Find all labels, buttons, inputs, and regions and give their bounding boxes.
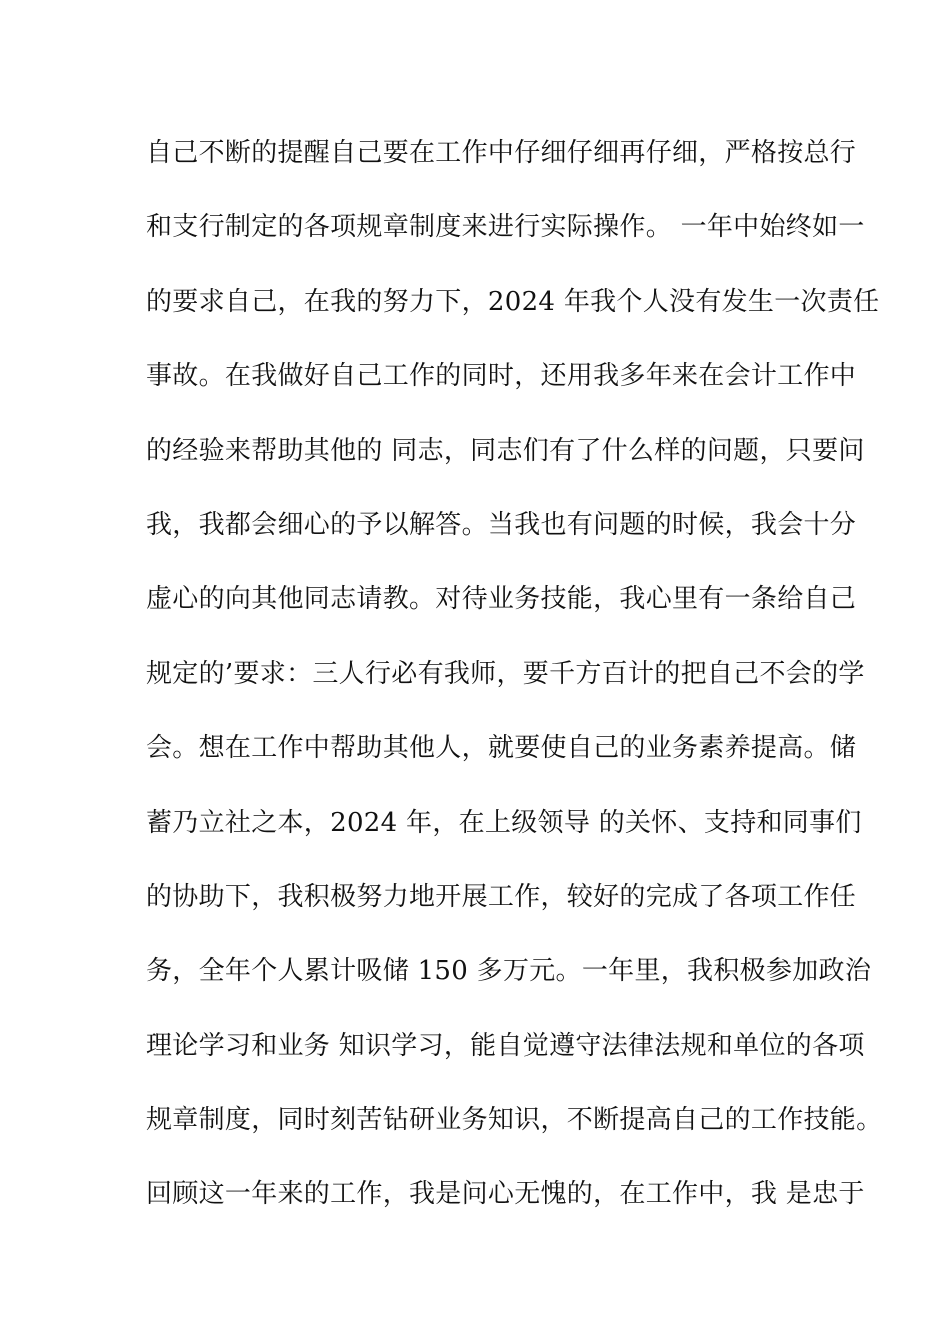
text-line: 务，全年个人累计吸储 150 多万元。一年里，我积极参加政治	[146, 956, 872, 987]
text-line: 理论学习和业务 知识学习，能自觉遵守法律法规和单位的各项	[146, 1030, 865, 1061]
text-line: 的协助下，我积极努力地开展工作，较好的完成了各项工作任	[146, 881, 857, 912]
text-line: 规定的’要求：三人行必有我师，要千方百计的把自己不会的学	[146, 658, 865, 689]
text-line: 的经验来帮助其他的 同志，同志们有了什么样的问题，只要问	[146, 435, 865, 466]
text-line: 虚心的向其他同志请教。对待业务技能，我心里有一条给自己	[146, 584, 857, 615]
text-line: 自己不断的提醒自己要在工作中仔细仔细再仔细，严格按总行	[146, 138, 857, 168]
text-line: 回顾这一年来的工作，我是问心无愧的，在工作中，我 是忠于	[146, 1179, 865, 1210]
text-line: 我，我都会细心的予以解答。当我也有问题的时候，我会十分	[146, 509, 857, 540]
body-text	[146, 130, 883, 1246]
text-line: 规章制度，同时刻苦钻研业务知识，不断提高自己的工作技能。	[146, 1105, 883, 1136]
text-line: 蓄乃立社之本，2024 年，在上级领导 的关怀、支持和同事们	[146, 807, 862, 838]
text-line: 会。想在工作中帮助其他人，就要使自己的业务素养提高。储	[146, 733, 857, 764]
text-line: 和支行制定的各项规章制度来进行实际操作。 一年中始终如一	[146, 212, 865, 243]
text-line: 事故。在我做好自己工作的同时，还用我多年来在会计工作中	[146, 361, 857, 392]
text-line: 的要求自己，在我的努力下，2024 年我个人没有发生一次责任	[146, 286, 880, 317]
